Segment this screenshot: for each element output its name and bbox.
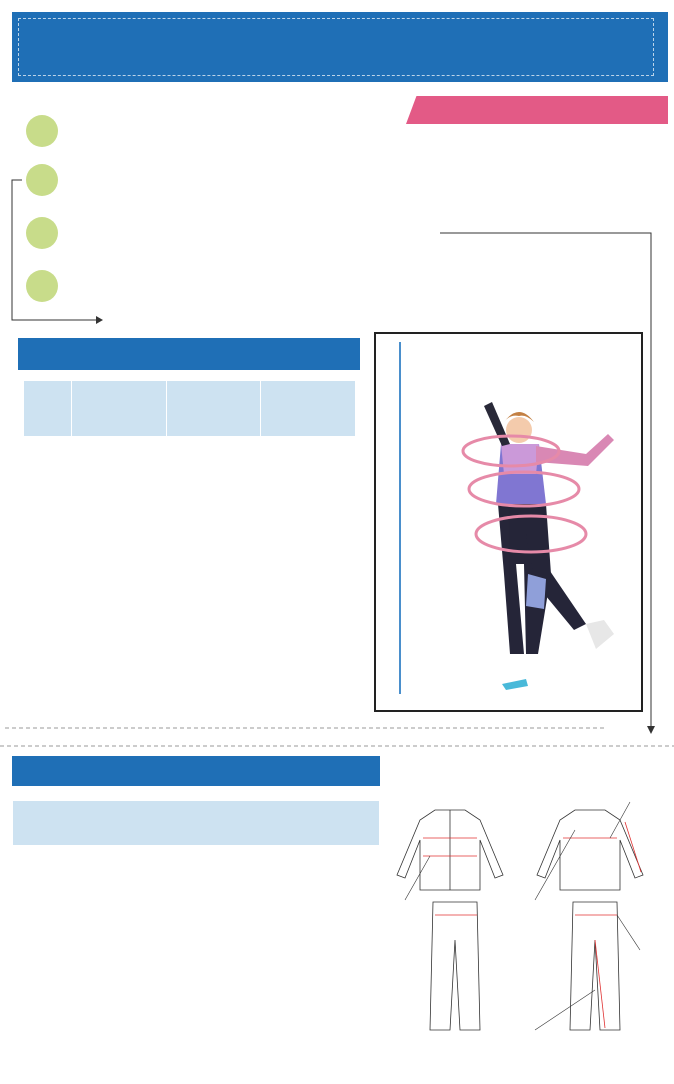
rost2-header bbox=[13, 801, 380, 846]
skater-figure bbox=[484, 402, 614, 690]
chest-header bbox=[72, 381, 167, 437]
table1-title-banner bbox=[18, 338, 360, 370]
garment-measurements-table bbox=[12, 800, 380, 846]
table2-title-banner bbox=[12, 756, 380, 786]
body-measurements-table bbox=[23, 380, 356, 437]
garment-diagram bbox=[385, 790, 670, 1050]
rost-header bbox=[24, 381, 72, 437]
waist-header bbox=[166, 381, 261, 437]
hips-header bbox=[261, 381, 356, 437]
height-ruler-and-figure bbox=[376, 334, 641, 710]
